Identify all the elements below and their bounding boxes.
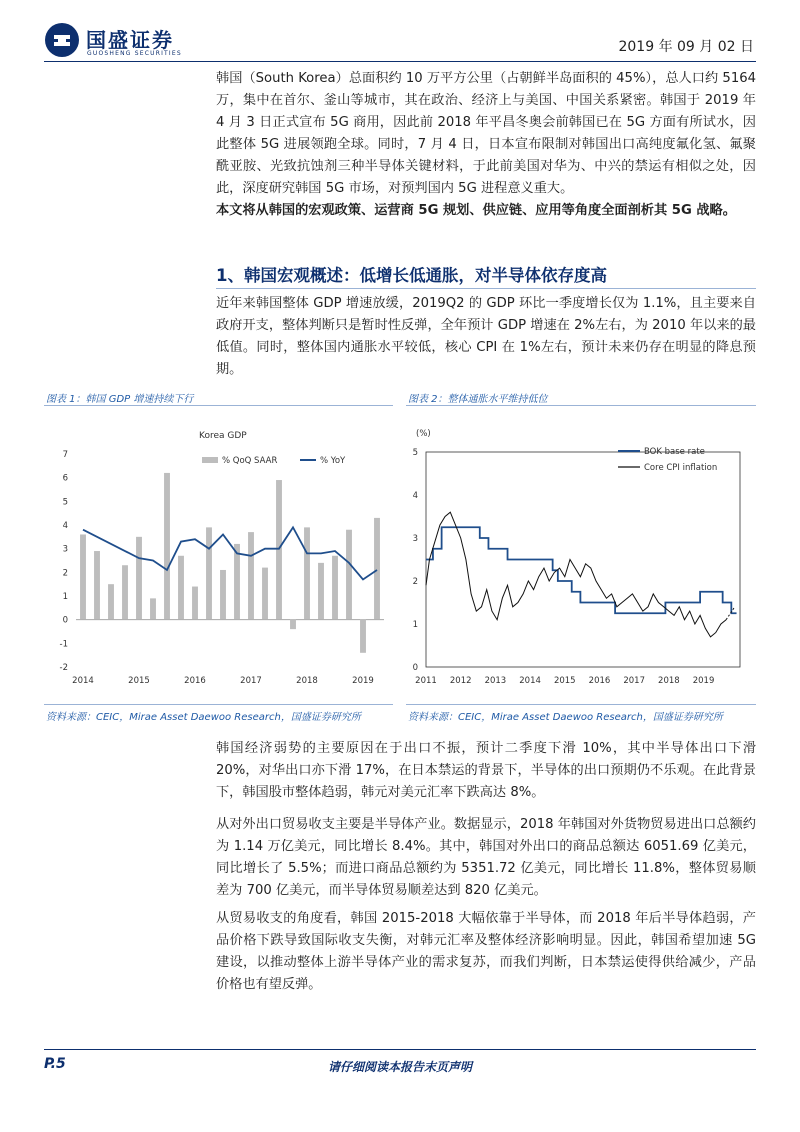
y-tick-label: 4 [412,491,418,501]
semiconductor-paragraph: 从贸易收支的角度看，韩国 2015-2018 大幅依靠于半导体，而 2018 年后半导体趋弱，产品价格下跌导致国际收支失衡，对韩元汇率及整体经济影响明显。因此，韩国希望加速 5G 建设，以推动整体上游半导体产业的需求复苏，而我们判断，日本禁运使得供给减少，产品价格也有望反弹。 [216,911,756,992]
y-tick-label: 6 [62,473,68,484]
trade-paragraph: 从对外出口贸易收支主要是半导体产业。数据显示，2018 年韩国对外货物贸易进出口总额约为 1.14 万亿美元，同比增长 8.4%。其中，韩国对外出口的商品总额达 6051.69 亿美元，同比增长了 5.5%；而进口商品总额约为 5351.72 亿美元，同比增长 11.8%，整体贸易顺差为 700 亿美元，而半导体贸易顺差达到 820 亿美元。 [216,817,756,898]
legend-swatch-qoq [202,457,218,463]
footer-disclaimer: 请仔细阅读本报告末页声明 [327,1060,472,1074]
gdp-qoq-bar [206,527,212,619]
x-tick-label: 2015 [128,676,150,686]
gdp-qoq-bar [220,570,226,620]
gdp-qoq-bar [178,556,184,620]
figure1-source: 资料来源：CEIC，Mirae Asset Daewoo Research，国盛证券研究所 [46,712,361,723]
figure1-caption-line [44,405,393,406]
intro-paragraph: 韩国（South Korea）总面积约 10 万平方公里（占朝鲜半岛面积的 45%），总人口约 5164 万，集中在首尔、釜山等城市，其在政治、经济上与美国、中国关系紧密。韩国于 2019 年 4 月 3 日正式宣布 5G 商用，因此前 2018 年平昌冬奥会前韩国已在 5G 方面有所试水，因此整体 5G 进展领跑全球。同时，7 月 4 日，日本宣布限制对韩国出口高纯度氟化氢、氟聚酰亚胺、光致抗蚀剂三种半导体关键材料，于此前美国对华为、中兴的禁运有相似之处，因此，深度研究韩国 5G 市场，对预判国内 5G 进程意义重大。 [216,71,756,196]
chart1-legend [202,456,346,466]
plot-frame [426,452,740,667]
y-tick-label: 5 [412,448,418,458]
gdp-qoq-bar [374,518,380,620]
x-tick-label: 2019 [352,676,374,686]
figure2-source: 资料来源：CEIC，Mirae Asset Daewoo Research，国盛证券研究所 [408,712,723,723]
gdp-qoq-bar [304,527,310,619]
figure1-bottom-line [44,704,393,705]
x-tick-label: 2014 [72,676,94,686]
x-tick-label: 2019 [692,676,715,686]
y-tick-label: 3 [62,544,68,555]
chart2-unit: (%) [416,429,431,439]
y-tick-label: -2 [59,663,68,673]
y-tick-label: 2 [62,568,68,579]
x-tick-label: 2018 [296,676,318,686]
figure1-caption: 图表 1：韩国 GDP 增速持续下行 [46,394,194,405]
y-tick-label: 2 [412,577,418,587]
core-cpi-line [426,512,726,637]
gdp-qoq-bar [108,584,114,620]
y-tick-label: 3 [412,534,418,544]
gdp-qoq-bar [80,534,86,619]
thesis-paragraph: 本文将从韩国的宏观政策、运营商 5G 规划、供应链、应用等角度全面剖析其 5G 战略。 [216,203,736,218]
y-tick-label: 5 [62,497,68,508]
figure2-caption-line [406,405,756,406]
guosheng-logo-icon [44,22,80,58]
chart1-title: Korea GDP [199,431,247,441]
gdp-qoq-bar [234,544,240,620]
chart2-legend [618,447,717,473]
gdp-qoq-bar [262,568,268,620]
y-tick-label: 7 [62,450,68,460]
x-tick-label: 2012 [449,676,472,686]
gdp-chart [44,412,394,702]
figure2-caption: 图表 2：整体通胀水平维持低位 [408,394,548,405]
legend-label-qoq: % QoQ SAAR [222,456,278,466]
gdp-qoq-bar [192,587,198,620]
gdp-qoq-bar [290,620,296,629]
gdp-qoq-bar [94,551,100,620]
gdp-qoq-bar [164,473,170,620]
y-tick-label: 0 [62,615,68,626]
y-tick-label: 1 [62,592,68,602]
legend-label-cpi: Core CPI inflation [644,463,718,473]
report-date: 2019 年 09 月 02 日 [618,39,754,55]
x-tick-label: 2018 [658,676,680,686]
gdp-paragraph: 近年来韩国整体 GDP 增速放缓，2019Q2 的 GDP 环比一季度增长仅为 1.1%，且主要来自政府开支，整体判断只是暂时性反弹，全年预计 GDP 增速在 2%左右，为 2010 年以来的最低值。同时，整体国内通胀水平较低，核心 CPI 在 1%左右，预计未来仍存在明显的降息预期。 [216,296,756,377]
y-tick-label: 0 [412,663,418,673]
legend-label-yoy: % YoY [320,456,346,466]
y-tick-label: 4 [62,521,68,531]
inflation-chart [404,412,758,702]
y-tick-label: -1 [59,639,68,650]
legend-label-bok: BOK base rate [644,447,705,457]
gdp-qoq-bar [332,556,338,620]
x-tick-label: 2015 [553,676,576,686]
x-tick-label: 2016 [184,676,206,686]
logo-text-en: GUOSHENG SECURITIES [87,50,182,57]
gdp-qoq-bar [276,480,282,620]
x-tick-label: 2017 [240,676,262,686]
gdp-qoq-bar [318,563,324,620]
y-tick-label: 1 [412,620,418,630]
section-title: 1、韩国宏观概述：低增长低通胀，对半导体依存度高 [216,266,607,285]
footer-divider [44,1049,756,1050]
gdp-qoq-bar [122,565,128,619]
figure2-bottom-line [406,704,756,705]
x-tick-label: 2013 [484,676,507,686]
x-tick-label: 2011 [415,676,437,686]
gdp-qoq-bar [248,532,254,620]
logo-text-cn: 国盛证券 [86,28,174,52]
x-tick-label: 2017 [623,676,645,686]
x-tick-label: 2014 [519,676,541,686]
x-tick-label: 2016 [588,676,611,686]
gdp-qoq-bar [136,537,142,620]
gdp-qoq-bar [360,620,366,653]
page-number: P.5 [44,1056,66,1072]
gdp-qoq-bar [346,530,352,620]
gdp-qoq-bar [150,598,156,619]
export-paragraph: 韩国经济弱势的主要原因在于出口不振，预计二季度下滑 10%，其中半导体出口下滑 20%，对华出口亦下滑 17%，在日本禁运的背景下，半导体的出口预期仍不乐观。在此背景下，韩国股市整体趋弱，韩元对美元汇率下跌高达 8%。 [216,741,756,800]
header-divider [44,61,756,62]
